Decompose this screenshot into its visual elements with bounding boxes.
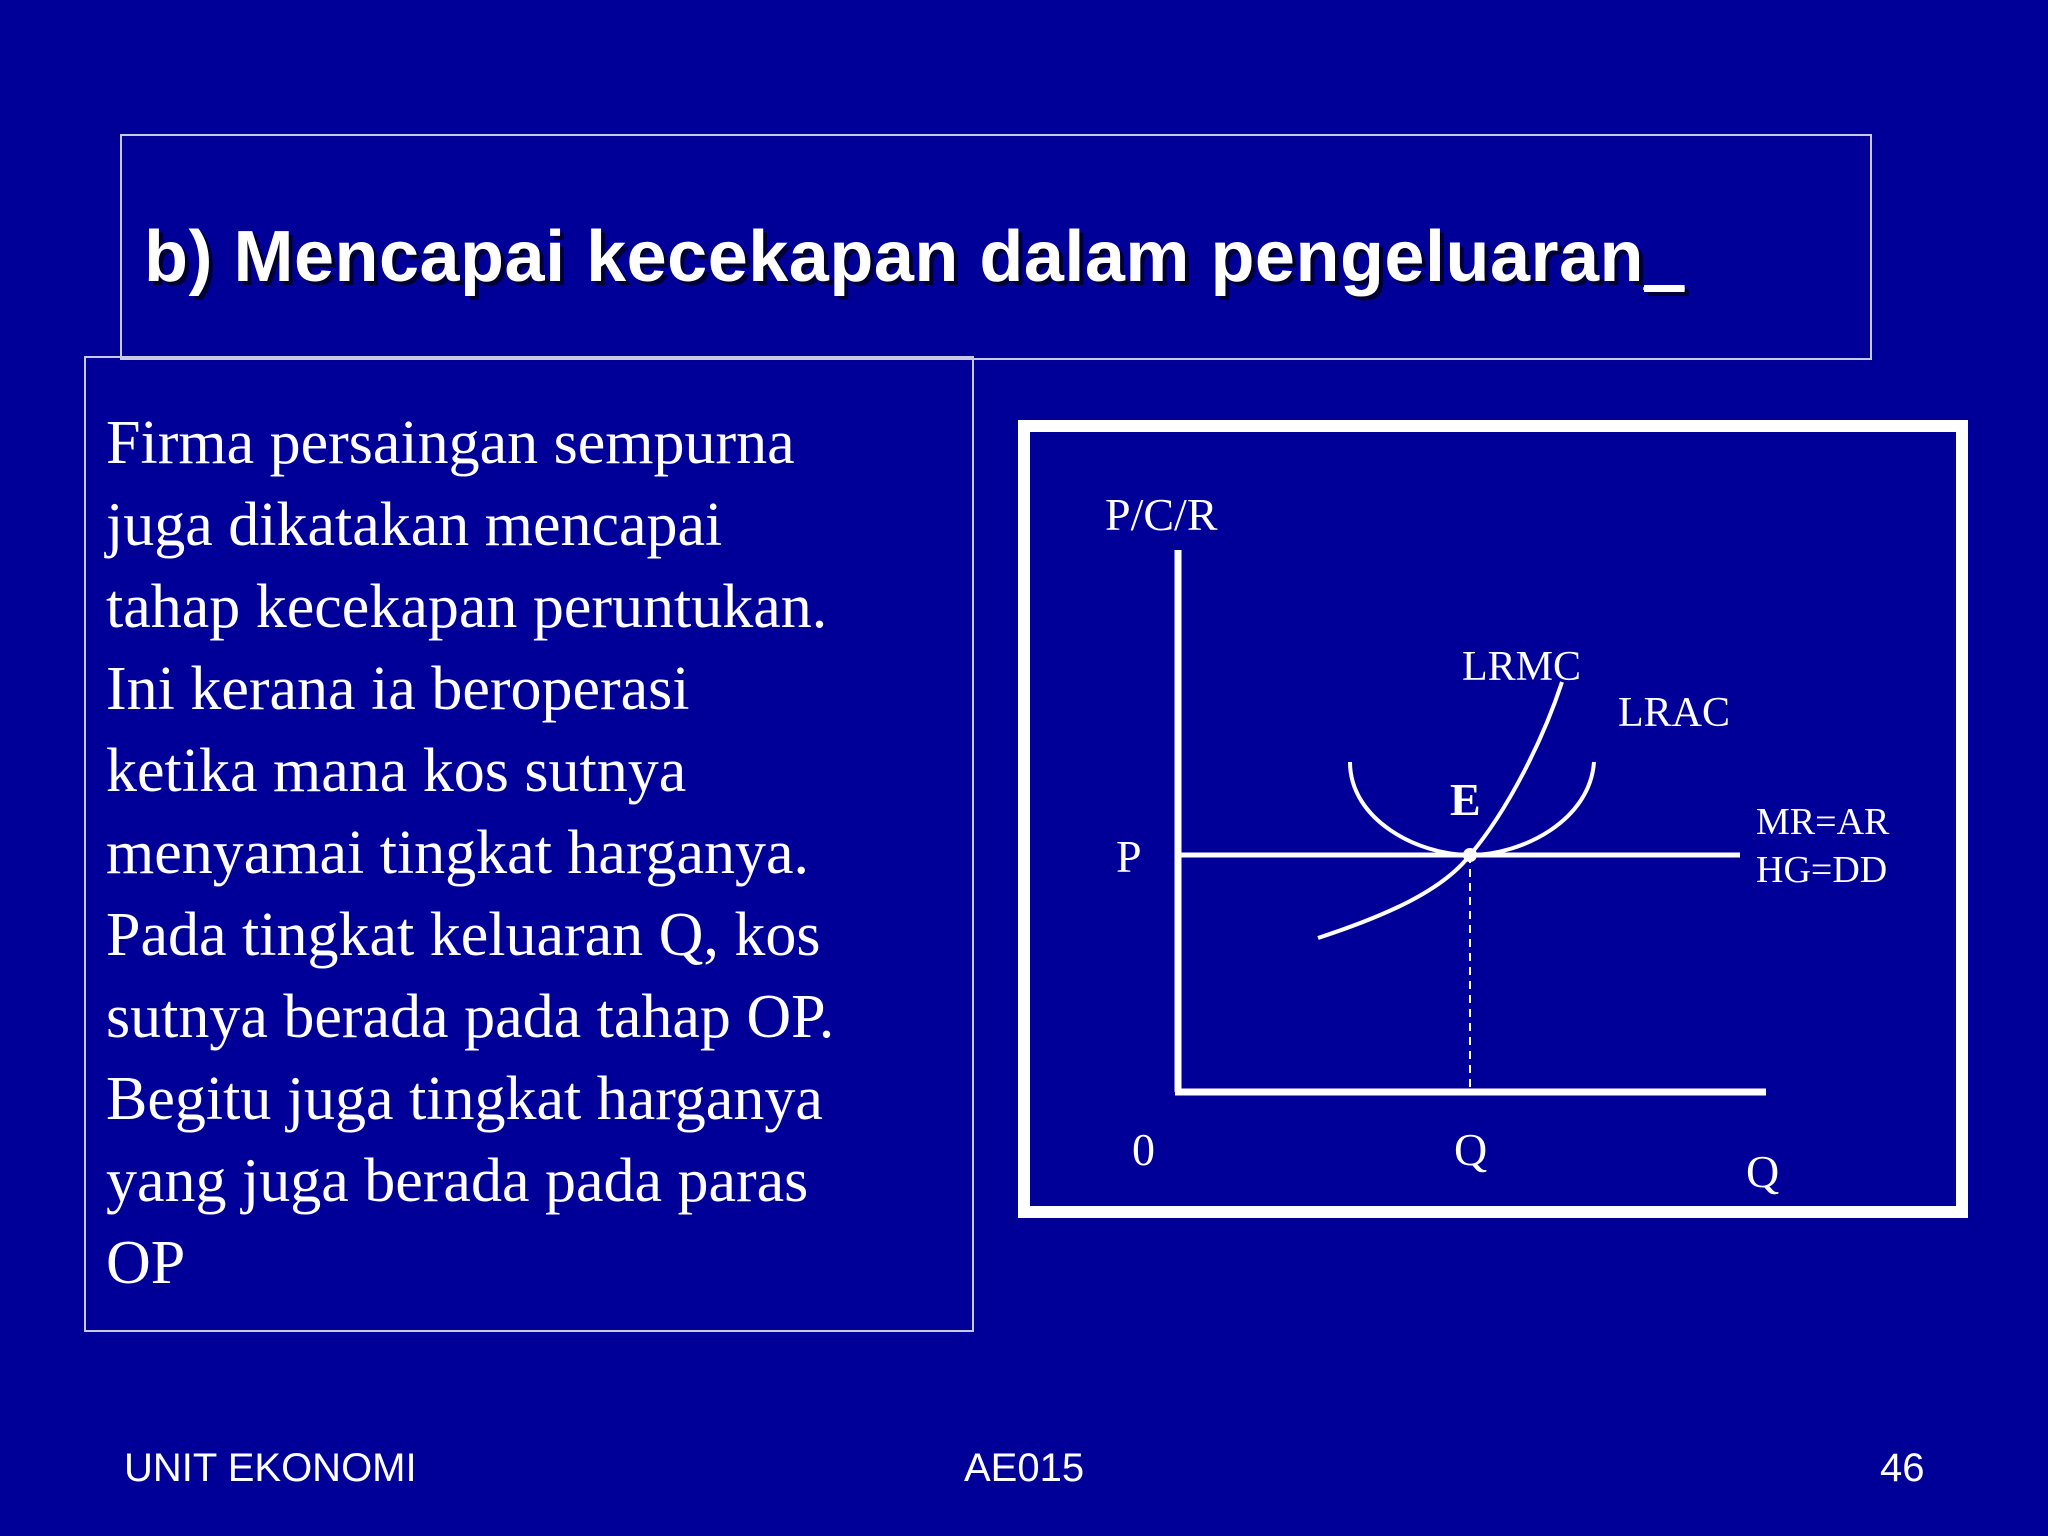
body-line: sutnya berada pada tahap OP.	[106, 983, 835, 1051]
price-label: P	[1116, 831, 1142, 882]
body-line: tahap kecekapan peruntukan.	[106, 573, 828, 641]
body-line: juga dikatakan mencapai	[106, 491, 723, 559]
footer-course-code: AE015	[964, 1446, 1085, 1490]
origin-label: 0	[1132, 1124, 1155, 1175]
title-cursor: _	[1644, 217, 1685, 297]
mr-ar-label: MR=AR	[1756, 801, 1890, 843]
title-box	[120, 134, 1872, 360]
equilibrium-point	[1463, 848, 1477, 862]
lrmc-curve	[1318, 682, 1562, 938]
body-line: OP	[106, 1229, 186, 1297]
hg-dd-label: HG=DD	[1756, 849, 1888, 891]
body-line: menyamai tingkat harganya.	[106, 819, 810, 887]
lrmc-label: LRMC	[1462, 644, 1582, 690]
cost-diagram-frame	[1018, 420, 1968, 1218]
footer-unit: UNIT EKONOMI	[124, 1446, 417, 1490]
body-text-box	[84, 356, 974, 1332]
lrac-label: LRAC	[1618, 690, 1731, 736]
body-line: Firma persaingan sempurna	[106, 409, 795, 477]
x-axis-label: Q	[1746, 1146, 1780, 1197]
body-text	[106, 402, 966, 1304]
body-line: Ini kerana ia beroperasi	[106, 655, 690, 723]
y-axis-label: P/C/R	[1105, 489, 1218, 540]
footer-slide-number: 46	[1880, 1446, 1925, 1490]
body-line: Pada tingkat keluaran Q, kos	[106, 901, 821, 969]
cost-diagram	[1018, 420, 1968, 1218]
body-line: yang juga berada pada paras	[106, 1147, 809, 1215]
body-line: Begitu juga tingkat harganya	[106, 1065, 823, 1133]
slide-title: b) Mencapai kecekapan dalam pengeluaran_	[144, 217, 1685, 297]
quantity-label: Q	[1454, 1124, 1488, 1175]
body-line: ketika mana kos sutnya	[106, 737, 687, 805]
equilibrium-label: E	[1450, 774, 1481, 825]
